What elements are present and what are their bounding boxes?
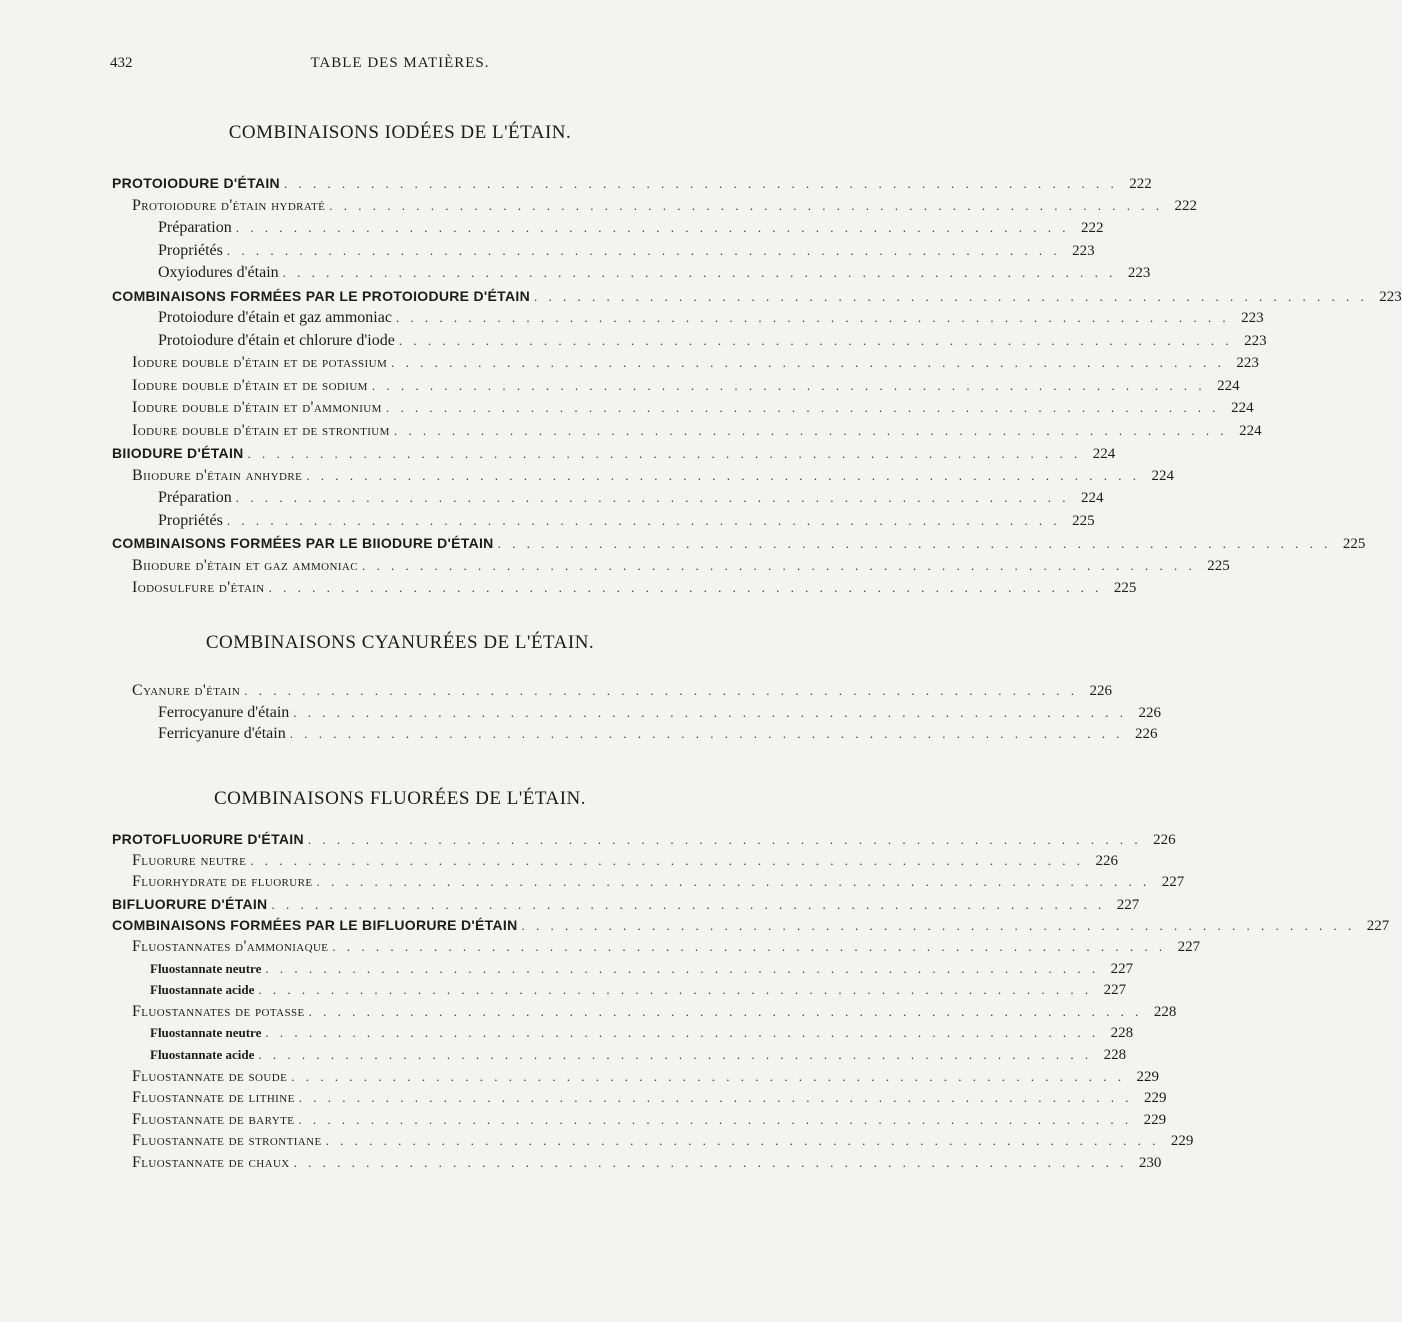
toc-entry [150, 958, 1134, 980]
toc-entry [158, 487, 1104, 509]
running-title: TABLE DES MATIÈRES. [310, 55, 490, 71]
dot-leader: . . . . . . . . . . . . . . . . . . . . . . . . . . . . . . . . . . . . . . . . . . . . . . . . . . . . . . . . . . [316, 874, 1151, 890]
toc-entry-label: Ferricyanure d'étain [158, 725, 286, 742]
dot-leader: . . . . . . . . . . . . . . . . . . . . . . . . . . . . . . . . . . . . . . . . . . . . . . . . . . . . . . . . . . [362, 557, 1196, 573]
toc-entry-page: 222 [1081, 220, 1104, 236]
dot-leader: . . . . . . . . . . . . . . . . . . . . . . . . . . . . . . . . . . . . . . . . . . . . . . . . . . . . . . . . . . [325, 1133, 1160, 1149]
toc-entry-label: Fluorure neutre [132, 851, 247, 869]
toc-entry [132, 1066, 1159, 1088]
toc-entry-label: Fluostannate de lithine [132, 1089, 295, 1107]
toc-entry-label: Fluostannate neutre [150, 960, 262, 976]
toc-entry-label: Propriétés [158, 241, 223, 259]
dot-leader: . . . . . . . . . . . . . . . . . . . . . . . . . . . . . . . . . . . . . . . . . . . . . . . . . . . . . . . . . . [521, 918, 1356, 934]
toc-entry-label: Iodure double d'étain et de strontium [132, 421, 390, 439]
dot-leader: . . . . . . . . . . . . . . . . . . . . . . . . . . . . . . . . . . . . . . . . . . . . . . . . . . . . . . . . . . [258, 1047, 1093, 1062]
toc-entry-page: 227 [1110, 960, 1134, 977]
dot-leader: . . . . . . . . . . . . . . . . . . . . . . . . . . . . . . . . . . . . . . . . . . . . . . . . . . . . . . . . . . [385, 400, 1220, 415]
dot-leader: . . . . . . . . . . . . . . . . . . . . . . . . . . . . . . . . . . . . . . . . . . . . . . . . . . . . . . . . . . [497, 536, 1332, 551]
toc-entry-page: 223 [1244, 332, 1267, 349]
toc-entry [132, 195, 1198, 217]
dot-leader: . . . . . . . . . . . . . . . . . . . . . . . . . . . . . . . . . . . . . . . . . . . . . . . . . . . . . . . . . . [258, 982, 1093, 998]
toc-entry-page: 227 [1161, 874, 1185, 891]
dot-leader: . . . . . . . . . . . . . . . . . . . . . . . . . . . . . . . . . . . . . . . . . . . . . . . . . . . . . . . . . . [265, 960, 1100, 976]
toc-entry [132, 397, 1254, 419]
toc-entry [132, 1130, 1194, 1152]
dot-leader: . . . . . . . . . . . . . . . . . . . . . . . . . . . . . . . . . . . . . . . . . . . . . . . . . . . . . . . . . . [398, 332, 1233, 348]
toc-entry-label: Iodosulfure d'étain [132, 579, 265, 596]
toc-entry-label: COMBINAISONS FORMÉES PAR LE BIFLUORURE D'ÉTAIN [112, 917, 518, 934]
dot-leader: . . . . . . . . . . . . . . . . . . . . . . . . . . . . . . . . . . . . . . . . . . . . . . . . . . . . . . . . . . [393, 422, 1228, 438]
toc-entry-page: 223 [1072, 242, 1095, 259]
toc-entry-page: 226 [1095, 852, 1118, 869]
toc-entry-label: Fluostannates de potasse [132, 1002, 305, 1020]
toc-entry [112, 914, 1390, 936]
toc-entry [132, 352, 1259, 374]
dot-leader: . . . . . . . . . . . . . . . . . . . . . . . . . . . . . . . . . . . . . . . . . . . . . . . . . . . . . . . . . . [226, 512, 1061, 528]
toc-entry-label: BIIODURE D'ÉTAIN [112, 445, 244, 461]
toc-entry-label: Fluostannate acide [150, 982, 255, 998]
toc-entry-page: 224 [1217, 377, 1240, 394]
toc-entry-page: 223 [1236, 355, 1259, 371]
toc-entry-label: Oxyiodures d'étain [158, 264, 279, 281]
toc-entry [112, 172, 1152, 194]
toc-entry-label: PROTOFLUORURE D'ÉTAIN [112, 831, 304, 847]
toc-entry [132, 555, 1230, 577]
toc-entry [132, 1087, 1167, 1109]
dot-leader: . . . . . . . . . . . . . . . . . . . . . . . . . . . . . . . . . . . . . . . . . . . . . . . . . . . . . . . . . . [298, 1111, 1133, 1127]
toc-entry [150, 1022, 1134, 1044]
dot-leader: . . . . . . . . . . . . . . . . . . . . . . . . . . . . . . . . . . . . . . . . . . . . . . . . . . . . . . . . . . [244, 683, 1078, 698]
toc-entry-label: COMBINAISONS FORMÉES PAR LE PROTOIODURE D'ÉTAIN [112, 287, 531, 304]
toc-entry [158, 723, 1158, 745]
toc-entry-page: 225 [1342, 536, 1366, 552]
toc-entry-page: 222 [1129, 176, 1152, 192]
dot-leader: . . . . . . . . . . . . . . . . . . . . . . . . . . . . . . . . . . . . . . . . . . . . . . . . . . . . . . . . . . [329, 197, 1164, 213]
toc-entry-page: 228 [1110, 1025, 1134, 1042]
toc-entry [132, 577, 1137, 599]
toc-entry-page: 229 [1136, 1068, 1159, 1085]
toc-entry [158, 240, 1095, 262]
toc-entry-page: 224 [1151, 467, 1174, 484]
dot-leader: . . . . . . . . . . . . . . . . . . . . . . . . . . . . . . . . . . . . . . . . . . . . . . . . . . . . . . . . . . [282, 265, 1117, 280]
dot-leader: . . . . . . . . . . . . . . . . . . . . . . . . . . . . . . . . . . . . . . . . . . . . . . . . . . . . . . . . . . [293, 1155, 1128, 1170]
toc-entry-page: 226 [1138, 704, 1162, 721]
toc-entry [158, 217, 1104, 239]
toc-entry [132, 420, 1262, 442]
toc-entry-page: 227 [1103, 982, 1127, 999]
toc-entry [112, 532, 1366, 554]
toc-entry [132, 1001, 1177, 1023]
dot-leader: . . . . . . . . . . . . . . . . . . . . . . . . . . . . . . . . . . . . . . . . . . . . . . . . . . . . . . . . . . [395, 310, 1230, 325]
toc-entry [158, 330, 1267, 352]
toc-entry-page: 229 [1170, 1133, 1194, 1150]
toc-entry-page: 224 [1239, 422, 1262, 439]
toc-entry-label: Ferrocyanure d'étain [158, 703, 290, 721]
toc-entry-page: 226 [1153, 832, 1176, 848]
toc-entry-page: 228 [1153, 1003, 1177, 1020]
toc-entry-page: 230 [1138, 1155, 1162, 1171]
toc-entry-label: Fluostannate de baryte [132, 1110, 295, 1128]
toc-entry-label: Protoiodure d'étain hydraté [132, 196, 326, 214]
toc-entry-label: Iodure double d'étain et de potassium [132, 354, 388, 371]
dot-leader: . . . . . . . . . . . . . . . . . . . . . . . . . . . . . . . . . . . . . . . . . . . . . . . . . . . . . . . . . . [226, 242, 1061, 258]
toc-entry-page: 223 [1379, 288, 1402, 305]
toc-entry-label: Fluostannate acide [150, 1047, 255, 1062]
toc-entry-label: Fluostannate de chaux [132, 1154, 290, 1171]
dot-leader: . . . . . . . . . . . . . . . . . . . . . . . . . . . . . . . . . . . . . . . . . . . . . . . . . . . . . . . . . . [235, 490, 1070, 505]
toc-entry-page: 226 [1134, 726, 1158, 742]
toc-entry-label: Biiodure d'étain et gaz ammoniac [132, 556, 359, 574]
toc-entry [158, 702, 1162, 724]
toc-entry [132, 465, 1174, 487]
toc-entry-page: 229 [1143, 1090, 1167, 1107]
toc-entry-label: Propriétés [158, 511, 223, 529]
toc-entry [132, 936, 1201, 958]
toc-entry-label: Fluostannate de soude [132, 1067, 288, 1085]
toc-entry-label: Fluorhydrate de fluorure [132, 873, 313, 891]
toc-entry [112, 828, 1176, 850]
dot-leader: . . . . . . . . . . . . . . . . . . . . . . . . . . . . . . . . . . . . . . . . . . . . . . . . . . . . . . . . . . [308, 1003, 1143, 1019]
dot-leader: . . . . . . . . . . . . . . . . . . . . . . . . . . . . . . . . . . . . . . . . . . . . . . . . . . . . . . . . . . [307, 832, 1142, 847]
dot-leader: . . . . . . . . . . . . . . . . . . . . . . . . . . . . . . . . . . . . . . . . . . . . . . . . . . . . . . . . . . [250, 852, 1084, 868]
dot-leader: . . . . . . . . . . . . . . . . . . . . . . . . . . . . . . . . . . . . . . . . . . . . . . . . . . . . . . . . . . [293, 704, 1128, 720]
toc-entry-page: 222 [1174, 197, 1198, 214]
toc-entry-label: Fluostannate de strontiane [132, 1132, 322, 1150]
toc-entry-page: 228 [1103, 1047, 1127, 1063]
toc-entry-label: COMBINAISONS FORMÉES PAR LE BIIODURE D'ÉTAIN [112, 535, 494, 551]
toc-entry-label: Biiodure d'étain anhydre [132, 466, 303, 484]
toc-entry [158, 510, 1095, 532]
toc-entry-label: Préparation [158, 489, 232, 506]
toc-entry-page: 225 [1072, 512, 1095, 529]
toc-entry [112, 442, 1116, 464]
dot-leader: . . . . . . . . . . . . . . . . . . . . . . . . . . . . . . . . . . . . . . . . . . . . . . . . . . . . . . . . . . [391, 355, 1225, 370]
toc-entry-page: 227 [1177, 939, 1201, 955]
toc-entry [132, 680, 1112, 702]
toc-entry-label: Protoiodure d'étain et chlorure d'iode [158, 331, 395, 349]
toc-entry-label: Iodure double d'étain et de sodium [132, 376, 368, 394]
dot-leader: . . . . . . . . . . . . . . . . . . . . . . . . . . . . . . . . . . . . . . . . . . . . . . . . . . . . . . . . . . [271, 896, 1106, 912]
dot-leader: . . . . . . . . . . . . . . . . . . . . . . . . . . . . . . . . . . . . . . . . . . . . . . . . . . . . . . . . . . [332, 939, 1167, 954]
toc-entry [112, 893, 1140, 915]
dot-leader: . . . . . . . . . . . . . . . . . . . . . . . . . . . . . . . . . . . . . . . . . . . . . . . . . . . . . . . . . . [306, 467, 1140, 483]
dot-leader: . . . . . . . . . . . . . . . . . . . . . . . . . . . . . . . . . . . . . . . . . . . . . . . . . . . . . . . . . . [268, 580, 1103, 595]
dot-leader: . . . . . . . . . . . . . . . . . . . . . . . . . . . . . . . . . . . . . . . . . . . . . . . . . . . . . . . . . . [298, 1090, 1133, 1106]
toc-entry-page: 225 [1113, 580, 1137, 596]
dot-leader: . . . . . . . . . . . . . . . . . . . . . . . . . . . . . . . . . . . . . . . . . . . . . . . . . . . . . . . . . . [235, 220, 1070, 235]
toc-entry [132, 871, 1185, 893]
dot-leader: . . . . . . . . . . . . . . . . . . . . . . . . . . . . . . . . . . . . . . . . . . . . . . . . . . . . . . . . . . [371, 377, 1206, 393]
toc-entry [158, 307, 1264, 329]
toc-entry [132, 1109, 1167, 1131]
section-title-cyanurees: COMBINAISONS CYANURÉES DE L'ÉTAIN. [205, 632, 595, 653]
toc-entry-page: 224 [1092, 446, 1116, 462]
toc-entry-label: Préparation [158, 219, 232, 236]
toc-entry [112, 285, 1402, 307]
toc-entry-page: 227 [1116, 896, 1140, 913]
toc-entry-page: 224 [1081, 490, 1104, 506]
toc-entry-page: 223 [1127, 265, 1151, 281]
section-title-fluorees: COMBINAISONS FLUORÉES DE L'ÉTAIN. [213, 788, 587, 809]
page-number: 432 [110, 55, 133, 71]
toc-entry [132, 850, 1118, 872]
toc-entry-label: Fluostannates d'ammoniaque [132, 938, 329, 955]
dot-leader: . . . . . . . . . . . . . . . . . . . . . . . . . . . . . . . . . . . . . . . . . . . . . . . . . . . . . . . . . . [291, 1068, 1125, 1084]
dot-leader: . . . . . . . . . . . . . . . . . . . . . . . . . . . . . . . . . . . . . . . . . . . . . . . . . . . . . . . . . . [265, 1025, 1100, 1041]
toc-entry-page: 223 [1241, 310, 1264, 326]
toc-entry [132, 375, 1240, 397]
toc-entry-page: 224 [1231, 400, 1254, 416]
toc-entry-label: Cyanure d'étain [132, 682, 241, 699]
dot-leader: . . . . . . . . . . . . . . . . . . . . . . . . . . . . . . . . . . . . . . . . . . . . . . . . . . . . . . . . . . [283, 176, 1118, 191]
toc-entry-label: BIFLUORURE D'ÉTAIN [112, 895, 268, 912]
toc-entry-page: 225 [1207, 557, 1230, 574]
toc-entry [150, 1044, 1127, 1066]
page-header [0, 55, 800, 81]
toc-entry-label: PROTOIODURE D'ÉTAIN [112, 175, 280, 191]
dot-leader: . . . . . . . . . . . . . . . . . . . . . . . . . . . . . . . . . . . . . . . . . . . . . . . . . . . . . . . . . . [247, 446, 1082, 461]
section-title-iodees: COMBINAISONS IODÉES DE L'ÉTAIN. [228, 122, 572, 143]
toc-entry-page: 226 [1089, 683, 1112, 699]
toc-entry-label: Protoiodure d'étain et gaz ammoniac [158, 309, 392, 326]
toc-entry [132, 1152, 1162, 1174]
dot-leader: . . . . . . . . . . . . . . . . . . . . . . . . . . . . . . . . . . . . . . . . . . . . . . . . . . . . . . . . . . [289, 726, 1124, 741]
toc-entry-label: Fluostannate neutre [150, 1025, 262, 1041]
toc-entry-page: 227 [1366, 918, 1390, 935]
toc-entry-label: Iodure double d'étain et d'ammonium [132, 399, 382, 416]
toc-entry [158, 262, 1151, 284]
toc-entry [150, 979, 1127, 1001]
dot-leader: . . . . . . . . . . . . . . . . . . . . . . . . . . . . . . . . . . . . . . . . . . . . . . . . . . . . . . . . . . [534, 288, 1368, 304]
toc-entry-page: 229 [1143, 1111, 1167, 1128]
